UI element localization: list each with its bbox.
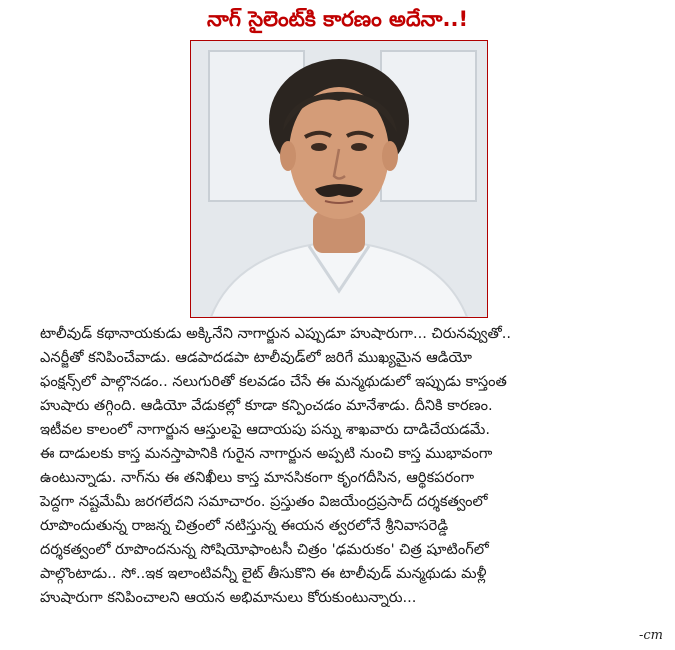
article-line: ఈ దాడులకు కాస్త మనస్తాపానికి గురైన నాగార్జున అప్పటి నుంచి కాస్త ముభావంగా: [40, 445, 493, 462]
article-line: ఇటీవల కాలంలో నాగార్జున ఆస్తులపై ఆదాయపు పన్ను శాఖవారు దాడిచేయడమే.: [40, 421, 490, 438]
article-line: హుషారు తగ్గింది. ఆడియో వేడుకల్లో కూడా కన్పించడం మానేశాడు. దీనికి కారణం.: [40, 397, 493, 414]
article-line: దర్శకత్వంలో రూపొందనున్న సోషియోఫాంటసీ చిత్రం 'ఢమరుకం' చిత్ర షూటింగ్‌లో: [40, 541, 489, 558]
article-line: పెద్దగా నష్టమేమీ జరగలేదని సమాచారం. ప్రస్తుతం విజయేంద్రప్రసాద్ దర్శకత్వంలో: [40, 493, 488, 510]
headline: నాగ్ సైలెంట్‌కి కారణం అదేనా..!: [206, 7, 469, 31]
portrait-photo: [190, 40, 488, 318]
article-line: ఉంటున్నాడు. నాగ్‌ను ఈ తనిఖీలు కాస్త మానసికంగా కృంగదీసిన, ఆర్థికపరంగా: [40, 469, 475, 486]
article-line: హుషారుగా కనిపించాలని ఆయన అభిమానులు కోరుకుంటున్నారు...: [40, 589, 417, 606]
article-line: రూపొందుతున్న రాజన్న చిత్రంలో నటిస్తున్న ఈయన త్వరలోనే శ్రీనివాసరెడ్డి: [40, 517, 449, 534]
author-signature: -cm: [638, 628, 663, 643]
article-line: పాల్గొంటాడు.. సో..ఇక ఇలాంటివన్నీ లైట్ తీసుకొని ఈ టాలీవుడ్ మన్మథుడు మళ్లీ: [40, 565, 487, 582]
article-line: ఎనర్జీతో కనిపించేవాడు. ఆడపాదడపా టాలీవుడ్‌లో జరిగే ముఖ్యమైన ఆడియో: [40, 349, 472, 366]
article-line: టాలీవుడ్ కథానాయకుడు అక్కినేని నాగార్జున ఎప్పుడూ హుషారుగా... చిరునవ్వుతో..: [40, 325, 512, 342]
article-body: [40, 322, 652, 610]
portrait-illustration: [191, 41, 487, 317]
article-line: ఫంక్షన్స్‌లో పాల్గొనడం.. నలుగురితో కలవడం చేసే ఈ మన్మథుడులో ఇప్పుడు కాస్తంత: [40, 373, 507, 390]
